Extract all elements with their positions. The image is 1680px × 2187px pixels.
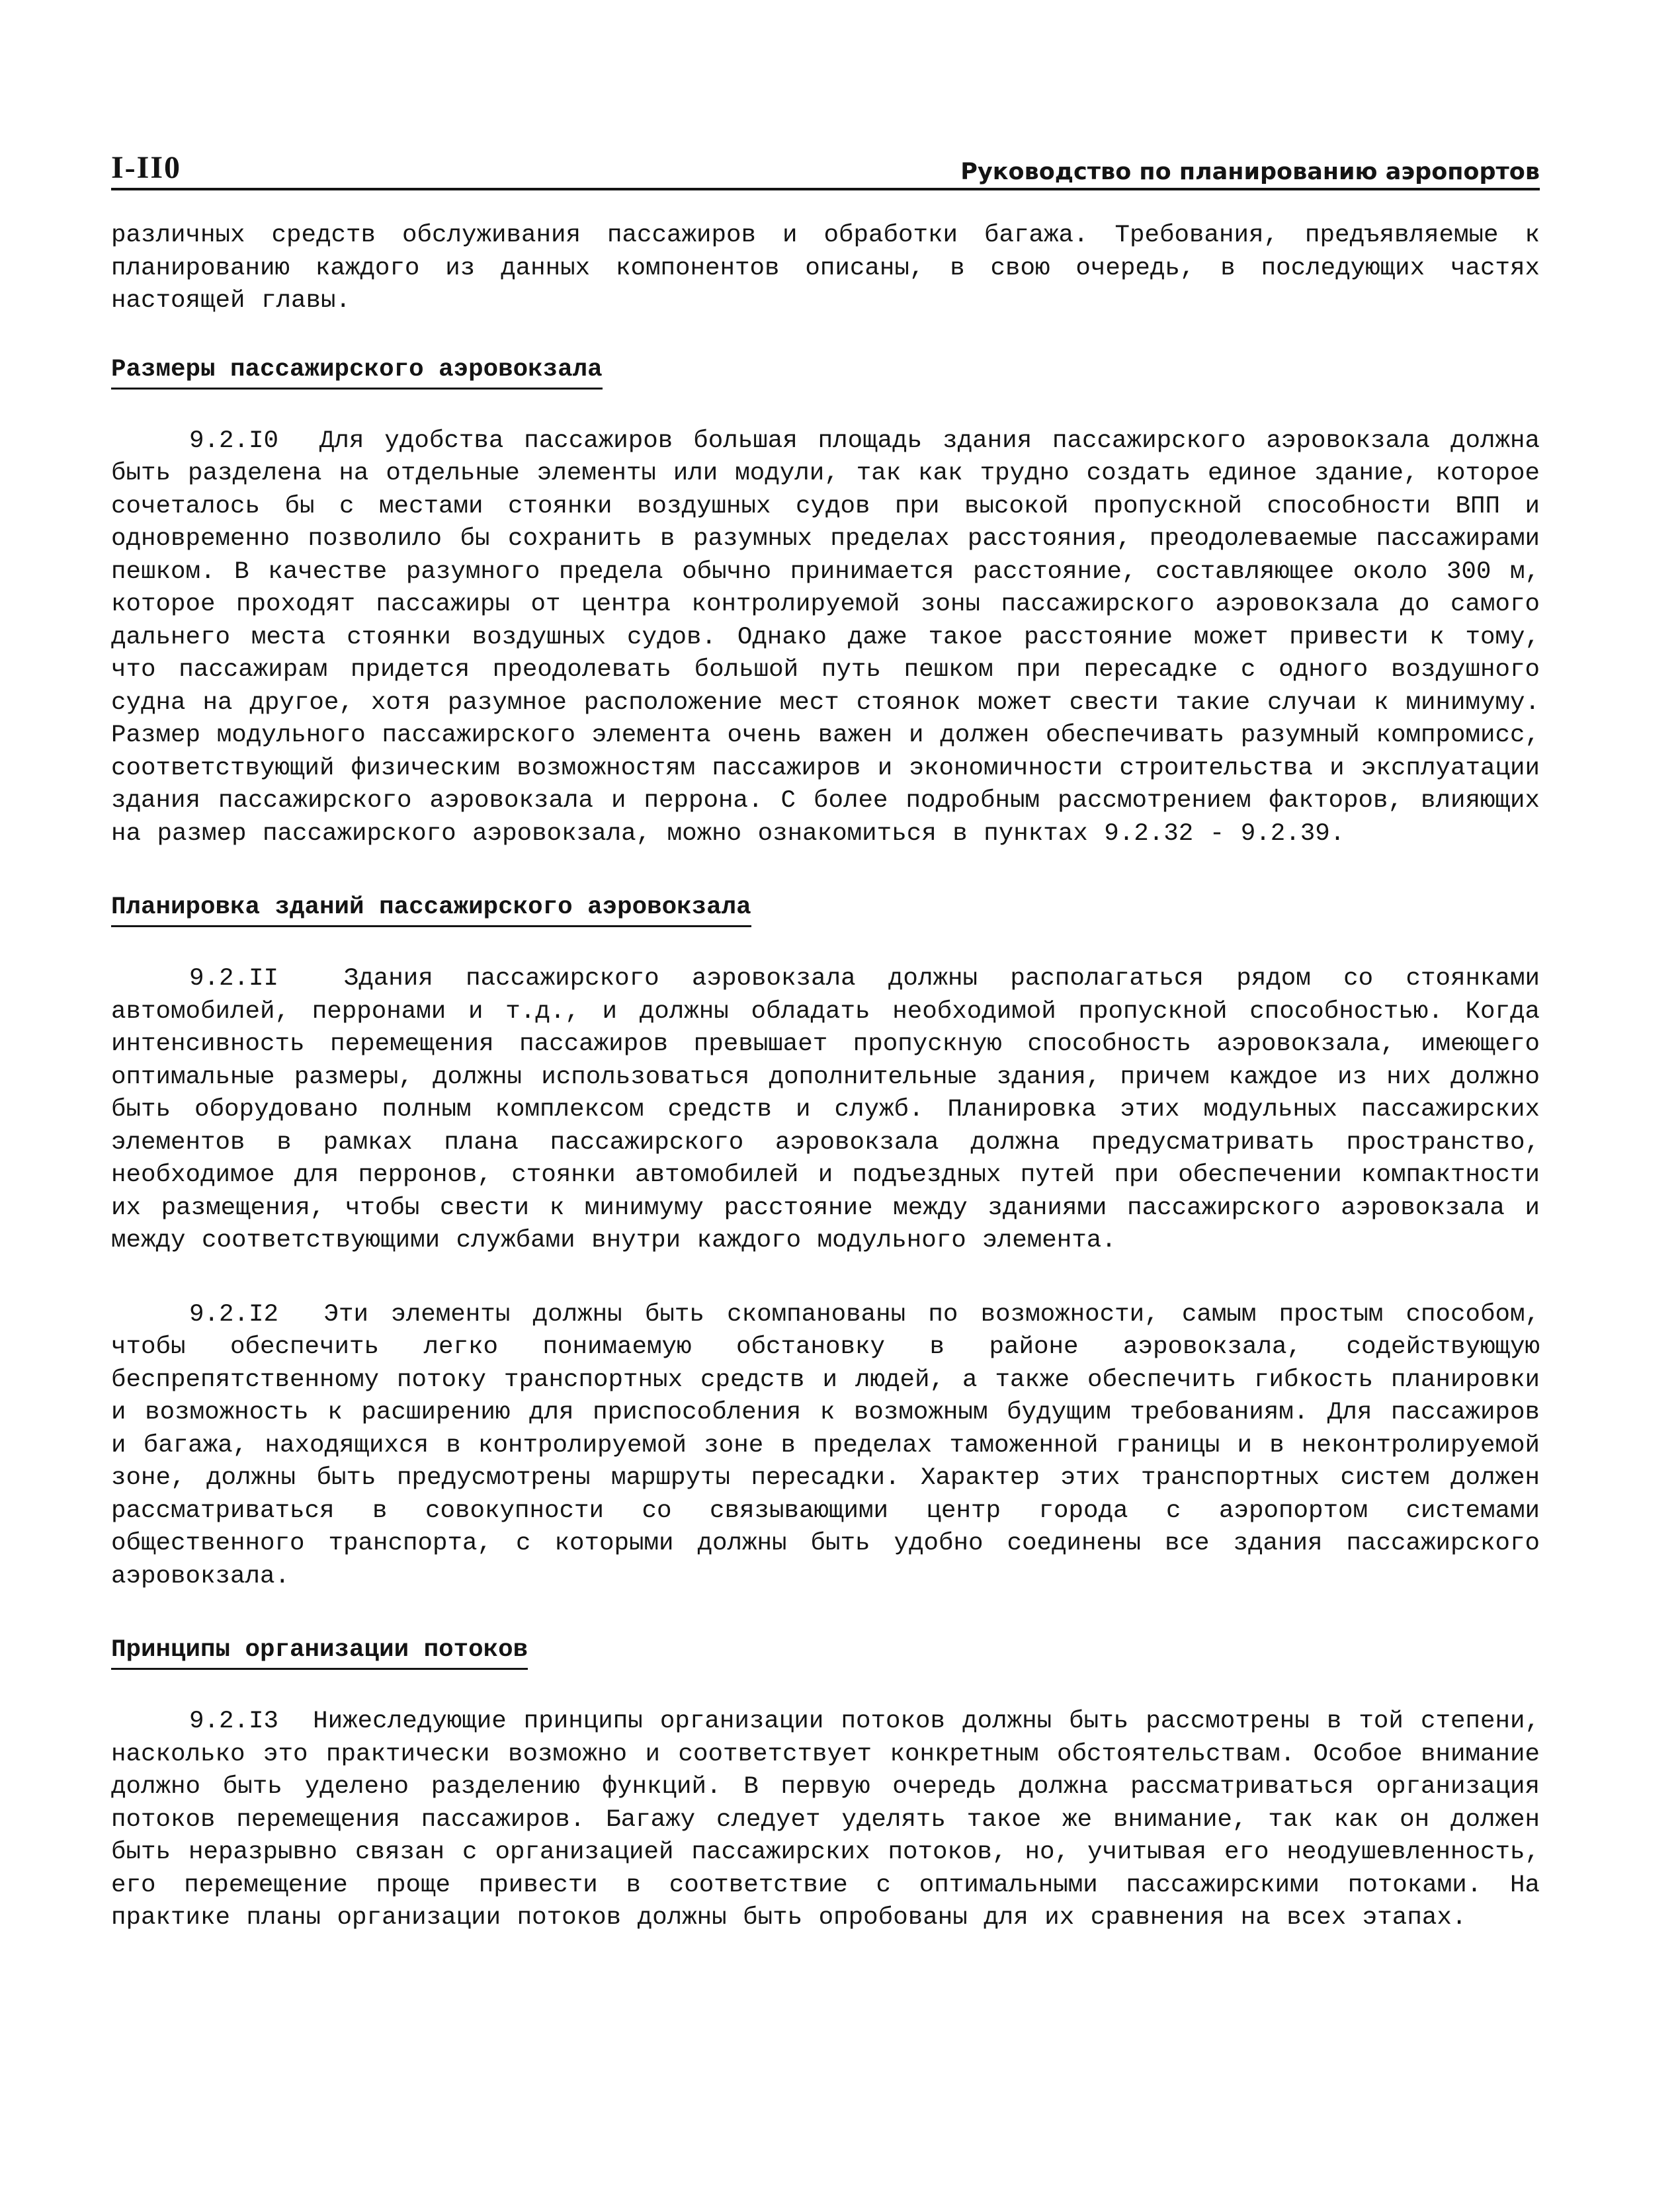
page-header xyxy=(111,145,1540,190)
section-heading: Планировка зданий пассажирского аэровокзала xyxy=(111,891,751,927)
intro-paragraph: различных средств обслуживания пассажиров и обработки багажа. Требования, предъявляемые к планированию каждого из данных компонентов описаны, в свою очередь, в последующих частях настоящей главы. xyxy=(111,222,1540,315)
document-body xyxy=(111,220,1540,1935)
running-title: Руководство по планированию аэропортов xyxy=(960,159,1540,185)
paragraph-text: Эти элементы должны быть скомпанованы по возможности, самым простым способом, чтобы обеспечить легко понимаемую обстановку в районе аэровокзала, содействующую беспрепятственному потоку транспортных средств и людей, а также обеспечить гибкость планировки и возможность к расширению для приспособления к возможным будущим требованиям. Для пассажиров и багажа, находящихся в контролируемой зоне в пределах таможенной границы и в неконтролируемой зоне, должны быть предусмотрены маршруты пересадки. Характер этих транспортных систем должен рассматриваться в совокупности со связывающими центр города с аэропортом системами общественного транспорта, с которыми должны быть удобно соединены все здания пассажирского аэровокзала. xyxy=(111,1300,1540,1590)
paragraph-9-2-12 xyxy=(111,1299,1540,1594)
paragraph-9-2-13 xyxy=(111,1706,1540,1935)
section-heading: Принципы организации потоков xyxy=(111,1634,528,1670)
paragraph-text: Здания пассажирского аэровокзала должны располагаться рядом со стоянками автомобилей, перронами и т.д., и должны обладать необходимой пропускной способностью. Когда интенсивность перемещения пассажиров превышает пропускную способность аэровокзала, имеющего оптимальные размеры, должны использоваться дополнительные здания, причем каждое из них должно быть оборудовано полным комплексом средств и служб. Планировка этих модульных пассажирских элементов в рамках плана пассажирского аэровокзала должна предусматривать пространство, необходимое для перронов, стоянки автомобилей и подъездных путей при обеспечении компактности их размещения, чтобы свести к минимуму расстояние между зданиями пассажирского аэровокзала и между соответствующими службами внутри каждого модульного элемента. xyxy=(111,965,1540,1255)
page-number: I-II0 xyxy=(111,150,182,185)
paragraph-number: 9.2.I3 xyxy=(189,1708,279,1735)
paragraph-number: 9.2.I2 xyxy=(189,1300,279,1329)
paragraph-number: 9.2.I0 xyxy=(189,427,279,455)
section-flow-principles xyxy=(111,1634,1540,1935)
paragraph-number: 9.2.II xyxy=(189,965,279,993)
section-heading: Размеры пассажирского аэровокзала xyxy=(111,354,603,390)
paragraph-9-2-11 xyxy=(111,963,1540,1258)
paragraph-text: Нижеследующие принципы организации потоков должны быть рассмотрены в той степени, насколько это практически возможно и соответствует конкретным обстоятельствам. Особое внимание должно быть уделено разделению функций. В первую очередь должна рассматриваться организация потоков перемещения пассажиров. Багажу следует уделять такое же внимание, так как он должен быть неразрывно связан с организацией пассажирских потоков, но, учитывая его неодушевленность, его перемещение проще привести в соответствие с оптимальными пассажирскими потоками. На практике планы организации потоков должны быть опробованы для их сравнения на всех этапах. xyxy=(111,1708,1540,1932)
paragraph-text: Для удобства пассажиров большая площадь здания пассажирского аэровокзала должна быть разделена на отдельные элементы или модули, так как трудно создать единое здание, которое сочеталось бы с местами стоянки воздушных судов при высокой пропускной способности ВПП и одновременно позволило бы сохранить в разумных пределах расстояния, преодолеваемые пассажирами пешком. В качестве разумного предела обычно принимается расстояние, составляющее около 300 м, которое проходят пассажиры от центра контролируемой зоны пассажирского аэровокзала до самого дальнего места стоянки воздушных судов. Однако даже такое расстояние может привести к тому, что пассажирам придется преодолевать большой путь пешком при пересадке с одного воздушного судна на другое, хотя разумное расположение мест стоянок может свести такие случаи к минимуму. Размер модульного пассажирского элемента очень важен и должен обеспечивать разумный компромисс, соответствующий физическим возможностям пассажиров и экономичности строительства и эксплуатации здания пассажирского аэровокзала и перрона. С более подробным рассмотрением факторов, влияющих на размер пассажирского аэровокзала, можно ознакомиться в пунктах 9.2.32 - 9.2.39. xyxy=(111,427,1540,848)
section-terminal-size xyxy=(111,354,1540,851)
section-terminal-layout xyxy=(111,891,1540,1593)
document-page xyxy=(111,145,1540,1935)
paragraph-9-2-10 xyxy=(111,425,1540,851)
